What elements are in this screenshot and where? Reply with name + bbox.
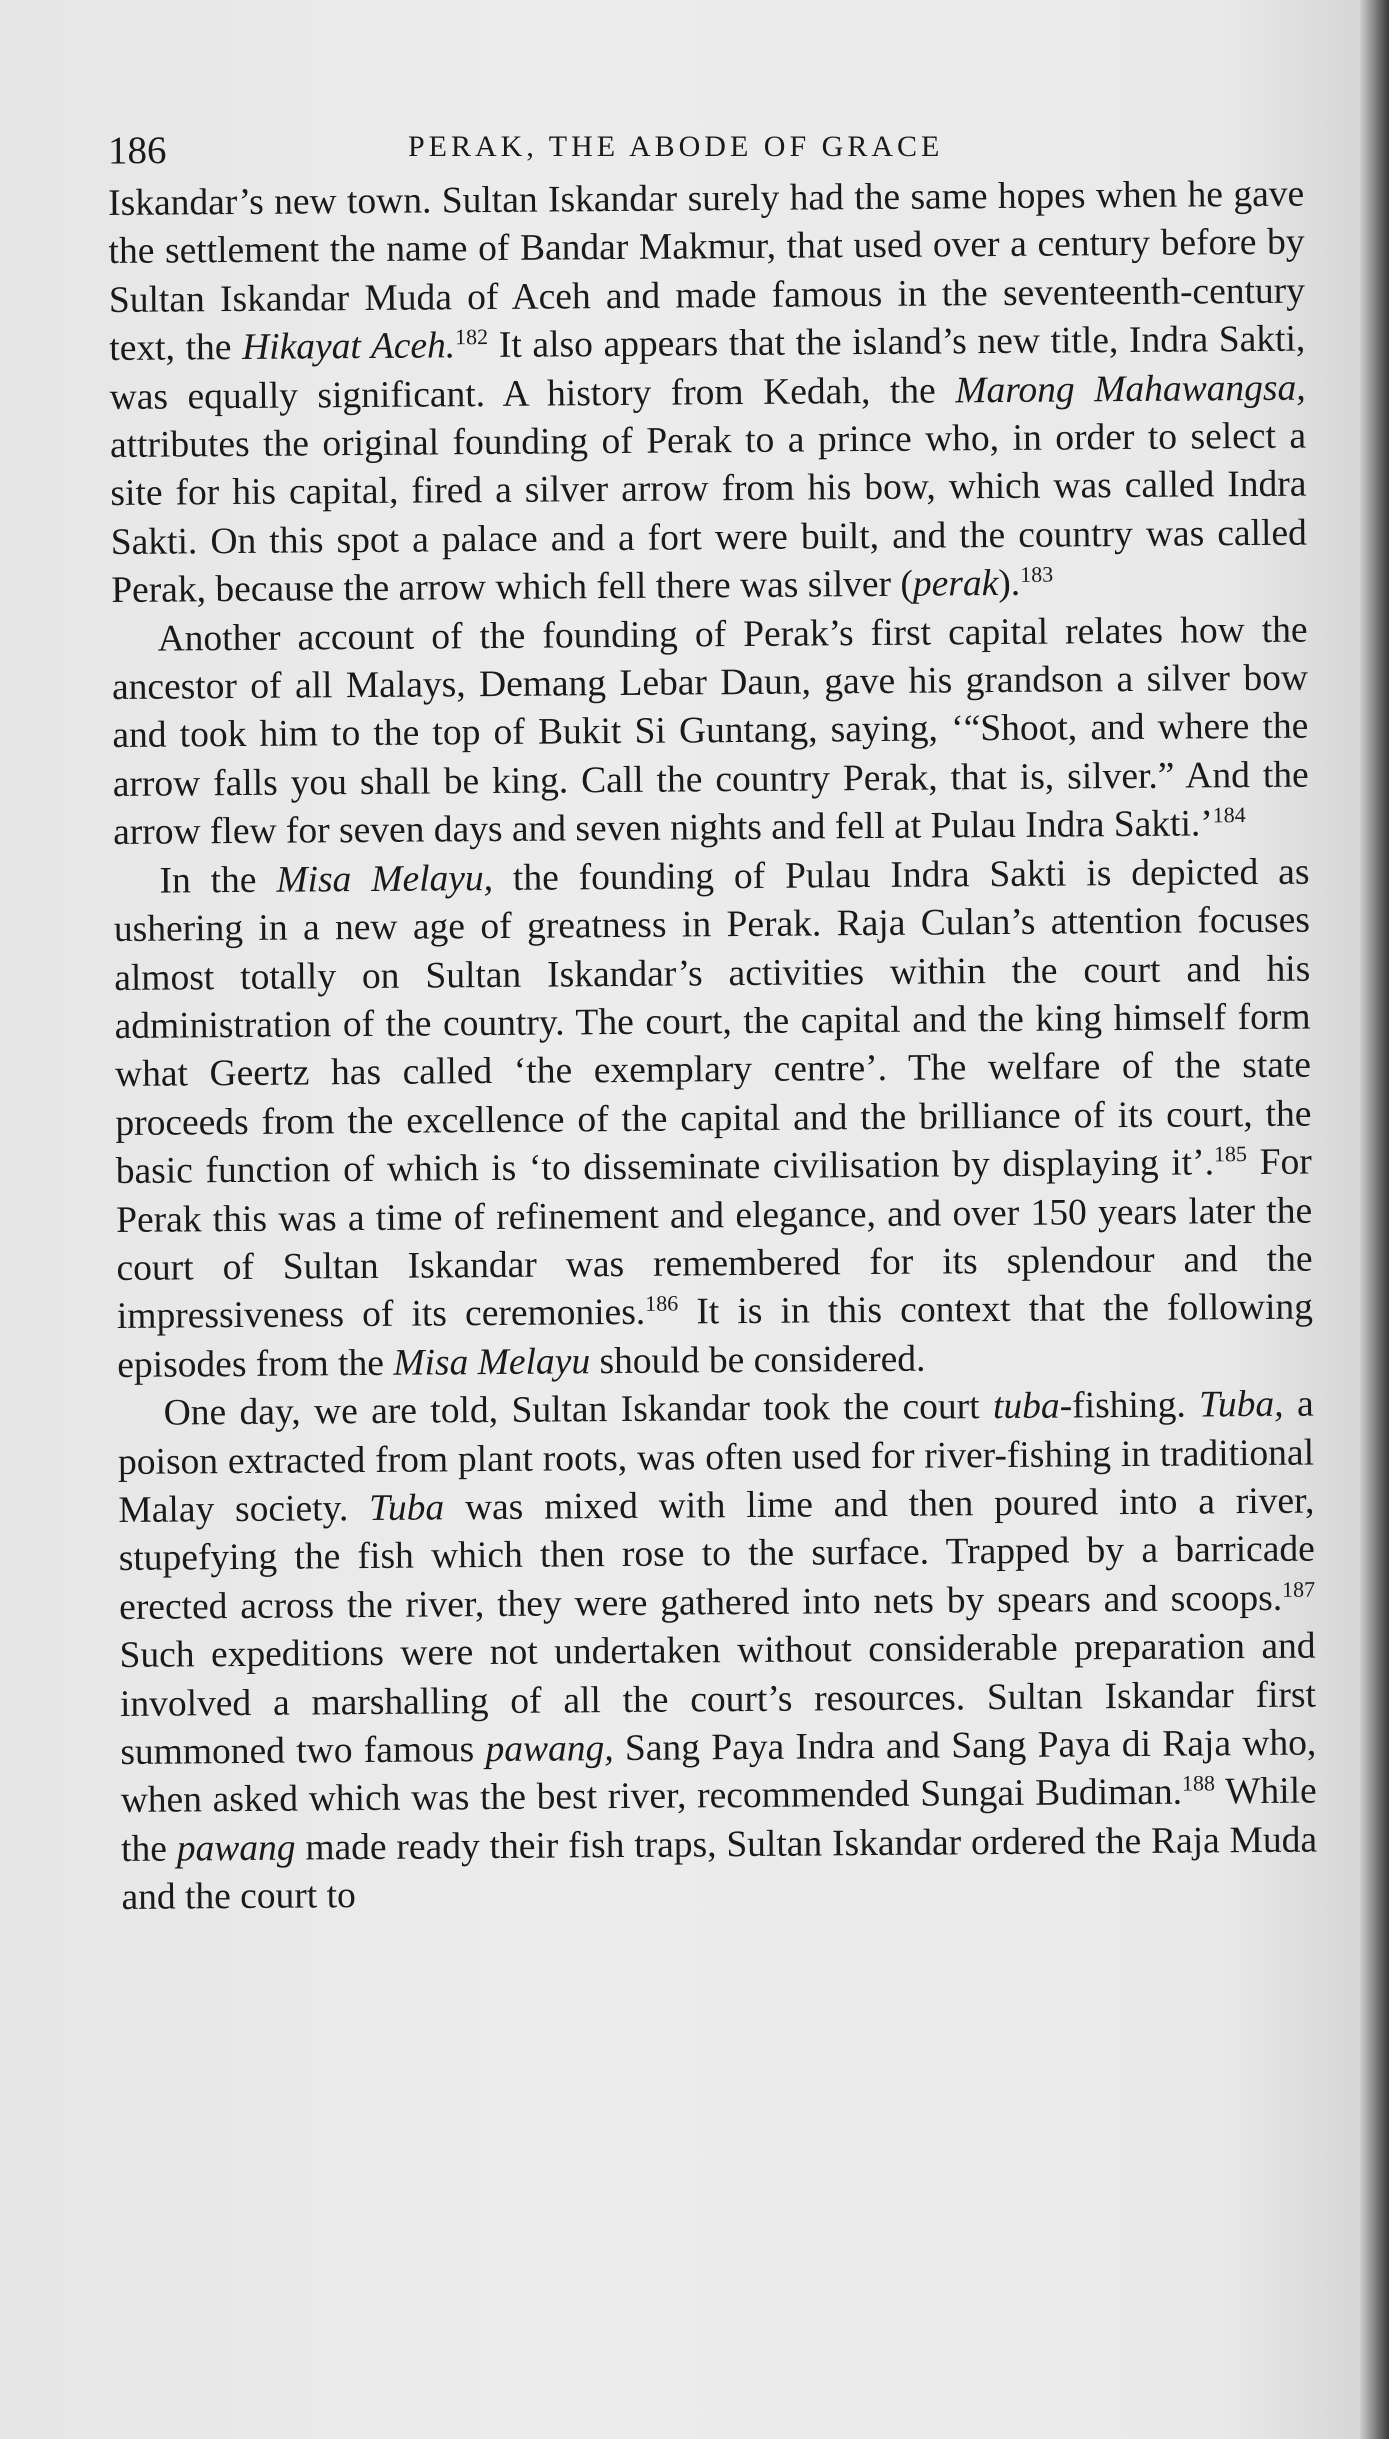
page-number: 186	[108, 129, 167, 172]
text-segment: attributes the original founding of Perak to a prince who, in order to select a site for his capital, fired a silver arrow from his bow, which was called Indra Sakti. On this spot a palace and a fort were built, and the country was called Perak, because the arrow which fell there was silver (	[109, 415, 1307, 612]
text-segment: In the	[159, 859, 277, 902]
body-text	[108, 171, 1318, 1923]
text-segment: Sang Paya Indra and Sang Paya di Raja who, when asked which was the best river, recommended Sungai Budiman.	[120, 1722, 1317, 1822]
text-segment: -fishing.	[1059, 1384, 1200, 1427]
text-segment: While the	[120, 1770, 1317, 1870]
text-segment: ).	[998, 563, 1021, 605]
text-segment: made ready their fish traps, Sultan Iskandar ordered the Raja Muda and the court to	[121, 1819, 1318, 1919]
paragraph	[111, 606, 1309, 857]
text-segment: should be considered.	[589, 1338, 926, 1382]
text-segment: was mixed with lime and then poured into a river, stupefying the fish which then rose to the surface. Trapped by a barricade erected across the river, they were gathered into nets by spears and scoops.	[118, 1480, 1315, 1628]
footnote-ref: 183	[1020, 561, 1054, 588]
footnote-ref: 188	[1181, 1770, 1216, 1797]
page-edge	[1360, 0, 1389, 2439]
footnote-ref: 187	[1282, 1576, 1316, 1602]
text-segment: Tuba,	[1198, 1383, 1284, 1426]
footnote-ref: 184	[1212, 802, 1246, 828]
text-segment: Marong Mahawangsa,	[955, 367, 1306, 411]
footnote-ref: 186	[645, 1290, 679, 1317]
text-segment: Tuba	[368, 1487, 445, 1529]
footnote-ref: 185	[1213, 1141, 1248, 1167]
text-segment: the founding of Pulau Indra Sakti is depicted as ushering in a new age of greatness in Perak. Raja Culan’s attention focuses almost totally on Sultan Iskandar’s activities within the court and his administration of the country. The court, the capital and the king himself form what Geertz has called ‘the exemplary centre’. The welfare of the state proceeds from the excellence of the capital and the brilliance of its court, the basic function of which is ‘to disseminate civilisation by displaying it’.	[113, 851, 1312, 1193]
text-segment: Such expeditions were not undertaken without considerable preparation and involved a marshalling of all the court’s resources. Sultan Iskandar first summoned two famous	[119, 1625, 1317, 1773]
text-segment: pawang,	[485, 1728, 614, 1771]
text-segment: Misa Melayu,	[276, 857, 494, 901]
text-segment: Another account of the founding of Perak’s first capital relates how the ancestor of all Malays, Demang Lebar Daun, gave his grandson a silver bow and took him to the top of Bukit Si Guntang, saying, ‘“Shoot, and where the arrow falls you shall be king. Call the country Perak, that is, silver.” And the arrow flew for seven days and seven nights and fell at Pulau Indra Sakti.’	[111, 609, 1309, 854]
text-segment: a poison extracted from plant roots, was often used for river-fishing in traditional Malay society.	[117, 1383, 1315, 1531]
footnote-ref: 182	[455, 324, 489, 350]
text-segment: It also appears that the island’s new title, Indra Sakti, was equally significant. A history from Kedah, the	[109, 318, 1306, 418]
text-segment: It is in this context that the following episodes from the	[117, 1286, 1314, 1386]
text-segment: perak	[912, 563, 999, 605]
paragraph	[113, 848, 1313, 1390]
text-segment: pawang	[176, 1827, 296, 1870]
text-segment: Misa Melayu	[393, 1341, 591, 1384]
text-segment: tuba	[992, 1385, 1060, 1428]
text-segment: Iskandar’s new town. Sultan Iskandar surely had the same hopes when he gave the settlement the name of Bandar Makmur, that used over a century before by Sultan Iskandar Muda of Aceh and made famous in the seventeenth-century text, the	[108, 173, 1306, 370]
paragraph	[108, 171, 1307, 616]
text-segment: One day, we are told, Sultan Iskandar took the court	[163, 1386, 994, 1434]
paragraph	[118, 1381, 1318, 1923]
text-segment: For Perak this was a time of refinement and elegance, and over 150 years later the court of Sultan Iskandar was remembered for its splendour and the impressiveness of its ceremonies.	[116, 1141, 1313, 1338]
text-segment: Hikayat Aceh.	[241, 325, 456, 369]
running-head: PERAK, THE ABODE OF GRACE	[408, 130, 944, 163]
